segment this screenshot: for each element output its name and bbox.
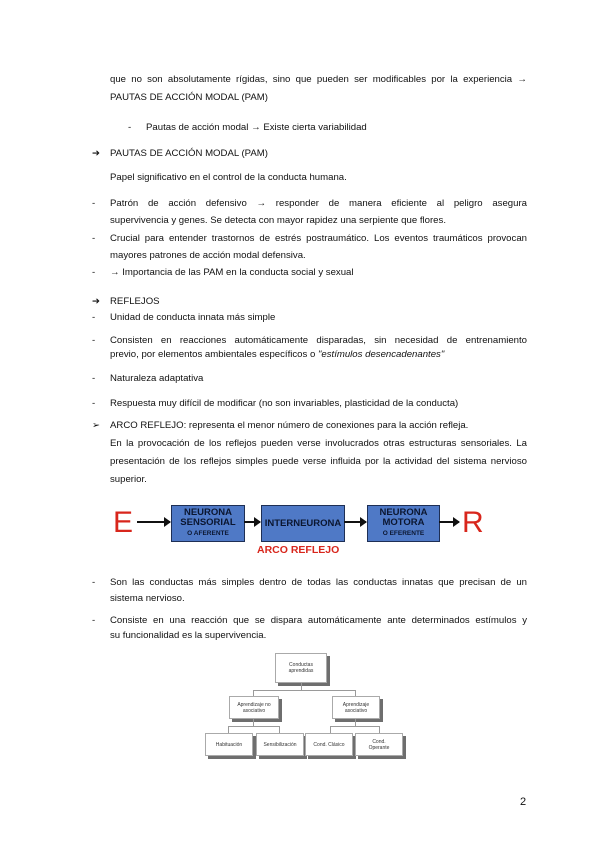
- tree-root-label-1: Conductas: [289, 662, 313, 668]
- intro-line-2: PAUTAS DE ACCIÓN MODAL (PAM): [110, 92, 268, 103]
- pam-bullet-1-line-2: supervivencia y genes. Se detecta con mayor rapidez una serpiente que flores.: [110, 215, 446, 226]
- pam-bullet-3-marker: -: [92, 267, 96, 278]
- stimulus-letter: E: [113, 506, 134, 539]
- tree-connector: [228, 726, 229, 733]
- arrow-inter-to-motor: [344, 521, 366, 523]
- intro-sub-bullet: Pautas de acción modal → Existe cierta variabilidad: [146, 122, 367, 133]
- sensory-neuron-label-1: NEURONA: [183, 507, 233, 518]
- tree-connector: [301, 683, 302, 690]
- motor-neuron-label-2: MOTORA: [382, 517, 425, 528]
- arco-line-2: En la provocación de los reflejos pueden verse involucrados otras estructuras sensoriales. La: [110, 438, 527, 449]
- sensory-neuron-sub: O AFERENTE: [187, 530, 229, 537]
- reflejos-bullet-3-marker: -: [92, 373, 96, 384]
- arco-marker-icon: ➢: [92, 420, 101, 431]
- tree-connector: [330, 726, 331, 733]
- arrow-motor-to-r: [439, 521, 459, 523]
- pam-bullet-2-marker: -: [92, 233, 96, 244]
- tree-root-box: [275, 653, 327, 683]
- after-bullet-1-line-2: sistema nervioso.: [110, 593, 185, 604]
- reflejos-bullet-2-marker: -: [92, 335, 96, 346]
- reflejos-bullet-3-line-1: Naturaleza adaptativa: [110, 373, 204, 384]
- pam-bullet-1-marker: -: [92, 198, 96, 209]
- reflejos-heading: REFLEJOS: [110, 296, 160, 307]
- motor-neuron-sub: O EFERENTE: [382, 530, 425, 537]
- pam-heading: PAUTAS DE ACCIÓN MODAL (PAM): [110, 148, 268, 159]
- tree-connector: [355, 719, 356, 726]
- tree-right-box: [332, 696, 380, 719]
- tree-connector: [228, 726, 280, 727]
- pam-bullet-1-line-1: Patrón de acción defensivo → responder de manera eficiente al peligro asegura: [110, 198, 527, 209]
- pam-bullet-2-line-2: mayores patrones de acción modal defensiva.: [110, 250, 306, 261]
- intro-line-1: que no son absolutamente rígidas, sino que pueden ser modificables por la experiencia →: [110, 74, 527, 85]
- response-letter: R: [462, 506, 484, 539]
- tree-left-label-2: asociativo: [242, 707, 266, 714]
- pam-description: Papel significativo en el control de la conducta humana.: [110, 172, 347, 183]
- tree-leaf-cond-operante: [355, 733, 403, 756]
- reflejos-bullet-4-marker: -: [92, 398, 96, 409]
- motor-neuron-box: [367, 505, 440, 542]
- reflejos-bullet-2-line-1: Consisten en reacciones automáticamente disparadas, sin necesidad de entrenamiento: [110, 335, 527, 346]
- page-number: 2: [520, 796, 527, 808]
- tree-leaf-cond-clasico: Cond. Clásico: [305, 733, 353, 756]
- tree-left-box: [229, 696, 279, 719]
- after-bullet-2-line-2: su funcionalidad es la supervivencia.: [110, 630, 267, 641]
- reflex-arc-caption: ARCO REFLEJO: [257, 544, 340, 556]
- reflejos-bullet-2-line-2-italic: "estímulos desencadenantes": [317, 349, 445, 360]
- tree-right-label-1: Aprendizaje: [342, 701, 370, 708]
- arrow-sensory-to-inter: [244, 521, 260, 523]
- interneuron-box: INTERNEURONA: [261, 505, 345, 542]
- tree-leaf-sensibilizacion: Sensibilización: [256, 733, 304, 756]
- sensory-neuron-label-2: SENSORIAL: [180, 517, 236, 528]
- tree-connector: [379, 726, 380, 733]
- pam-arrow-icon: ➔: [92, 148, 101, 159]
- tree-connector: [279, 726, 280, 733]
- arco-line-1: ARCO REFLEJO: representa el menor número de conexiones para la acción refleja.: [110, 420, 469, 431]
- tree-connector: [253, 690, 356, 691]
- tree-left-label-1: Aprendizaje no: [237, 701, 271, 708]
- after-bullet-1-marker: -: [92, 577, 96, 588]
- after-bullet-2-marker: -: [92, 615, 96, 626]
- pam-bullet-2-line-1: Crucial para entender trastornos de estrés postraumático. Los eventos traumáticos provocan: [110, 233, 527, 244]
- tree-leaf-4-label-2: Operante: [368, 744, 390, 751]
- pam-bullet-3-line-1: → Importancia de las PAM en la conducta social y sexual: [110, 267, 354, 278]
- tree-root-label-2: aprendidas: [288, 668, 314, 674]
- tree-right-label-2: asociativo: [344, 707, 368, 714]
- reflejos-arrow-icon: ➔: [92, 296, 101, 307]
- reflejos-bullet-2-line-2-plain: previo, por elementos ambientales específicos o: [110, 349, 318, 360]
- reflejos-bullet-4-line-1: Respuesta muy difícil de modificar (no son invariables, plasticidad de la conducta): [110, 398, 459, 409]
- tree-leaf-4-label-1: Cond.: [372, 738, 386, 745]
- tree-connector: [253, 719, 254, 726]
- reflejos-bullet-1-line-1: Unidad de conducta innata más simple: [110, 312, 276, 323]
- after-bullet-1-line-1: Son las conductas más simples dentro de todas las conductas innatas que precisan de un: [110, 577, 527, 588]
- intro-sub-bullet-marker: -: [128, 122, 132, 133]
- reflejos-bullet-1-marker: -: [92, 312, 96, 323]
- arco-line-3: presentación de los reflejos simples puede verse influida por la actividad del sistema nervioso: [110, 456, 527, 467]
- after-bullet-2-line-1: Consiste en una reacción que se dispara automáticamente ante determinados estímulos y: [110, 615, 527, 626]
- reflejos-bullet-2-line-2: [110, 348, 444, 361]
- motor-neuron-label-1: NEURONA: [379, 507, 428, 518]
- arrow-e-to-sensory: [137, 521, 170, 523]
- tree-leaf-habituacion: Habituación: [205, 733, 253, 756]
- tree-connector: [330, 726, 380, 727]
- arco-line-4: superior.: [110, 474, 147, 485]
- sensory-neuron-box: [171, 505, 245, 542]
